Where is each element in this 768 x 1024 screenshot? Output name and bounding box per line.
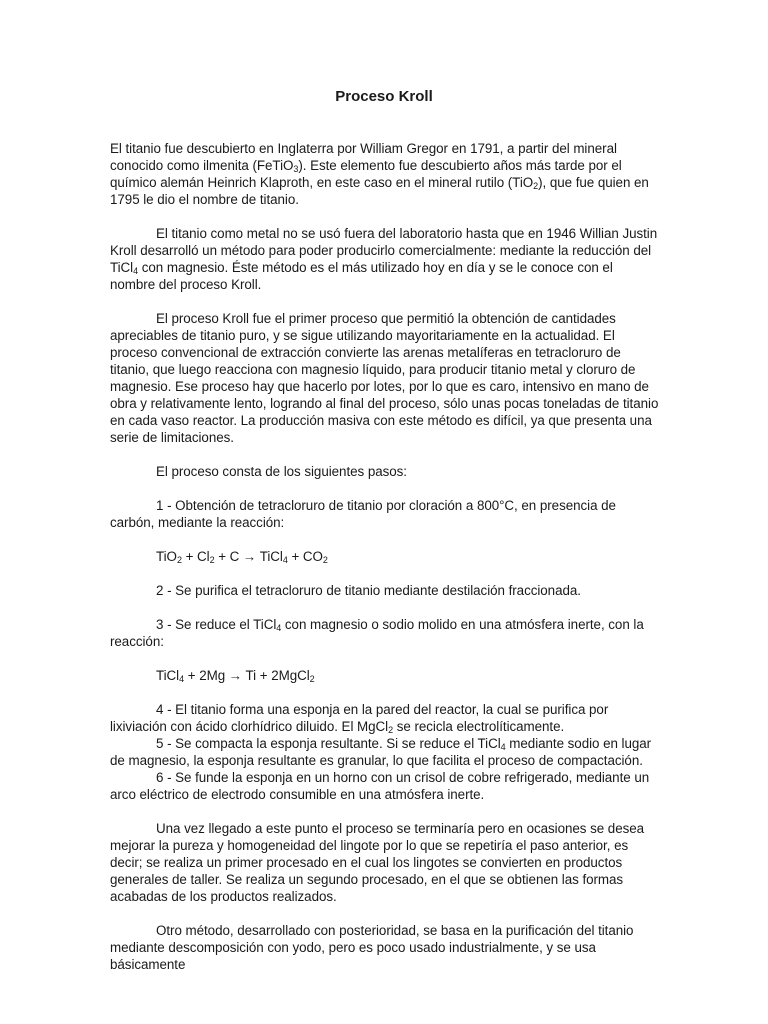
step-5: 5 - Se compacta la esponja resultante. Si se reduce el TiCl$_4$ mediante sodio en lugar de magnesio, la esponja resultante es granular, lo que facilita el proceso de compactación. <box>110 736 652 768</box>
paragraph-kroll-process: El proceso Kroll fue el primer proceso que permitió la obtención de cantidades apreciables de titanio puro, y se sigue utilizando mayoritariamente en la actualidad. El proceso convencional de extracción convierte las arenas metalíferas en tetracloruro de titanio, que luego reacciona con magnesio líquido, para producir titanio metal y cloruro de magnesio. Ese proceso hay que hacerlo por lotes, por lo que es caro, intensivo en mano de obra y relativamente lento, logrando al final del proceso, sólo unas pocas toneladas de titanio en cada vaso reactor. La producción masiva con este método es difícil, ya que presenta una serie de limitaciones. <box>110 311 659 445</box>
paragraph-purity: Una vez llegado a este punto el proceso se terminaría pero en ocasiones se desea mejorar la pureza y homogeneidad del lingote por lo que se repetiría el paso anterior, es decir; se realiza un primer procesado en el cual los lingotes se convierten en productos generales de taller. Se realiza un segundo procesado, en el que se obtienen las formas acabadas de los productos realizados. <box>110 821 645 904</box>
paragraph-intro: El titanio fue descubierto en Inglaterra por William Gregor en 1791, a partir del mineral conocido como ilmenita (FeTiO$_3$). Este elemento fue descubierto años más tarde por el químico alemán Heinrich Klaproth, en este caso en el mineral rutilo (TiO$_2$), que fue quien en 1795 le dio el nombre de titanio. <box>110 141 649 207</box>
step-3: 3 - Se reduce el TiCl$_4$ con magnesio o sodio molido en una atmósfera inerte, con la reacción: <box>110 617 644 649</box>
page-title: Proceso Kroll <box>335 88 433 105</box>
step-6: 6 - Se funde la esponja en un horno con un crisol de cobre refrigerado, mediante un arco eléctrico de electrodo consumible en una atmósfera inerte. <box>110 770 650 802</box>
step-1: 1 - Obtención de tetracloruro de titanio por cloración a 800°C, en presencia de carbón, mediante la reacción: <box>110 498 616 530</box>
step-2: 2 - Se purifica el tetracloruro de titanio mediante destilación fraccionada. <box>156 583 581 598</box>
paragraph-kroll-history: El titanio como metal no se usó fuera del laboratorio hasta que en 1946 Willian Justin Kroll desarrolló un método para poder producirlo comercialmente: mediante la reducción del TiCl$_4$ con magnesio. Éste método es el más utilizado hoy en día y se le conoce con el nombre del proceso Kroll. <box>110 226 658 292</box>
step-4: 4 - El titanio forma una esponja en la pared del reactor, la cual se purifica por lixiviación con ácido clorhídrico diluido. El MgCl$_2$ se recicla electrolíticamente. <box>110 702 609 735</box>
paragraph-iodide-method: Otro método, desarrollado con posterioridad, se basa en la purificación del titanio mediante descomposición con yodo, pero es poco usado industrialmente, y se usa básicamente <box>110 923 634 972</box>
equation-chlorination: $TiO_2 + Cl_2 + C$ → TiCl$_4$ + $CO_2$ <box>156 549 328 565</box>
paragraph-steps-intro: El proceso consta de los siguientes pasos: <box>156 464 407 479</box>
document-body <box>110 140 660 990</box>
equation-reduction: TiCl$_4$ + 2Mg → Ti + 2MgCl$_2$ <box>156 668 315 684</box>
